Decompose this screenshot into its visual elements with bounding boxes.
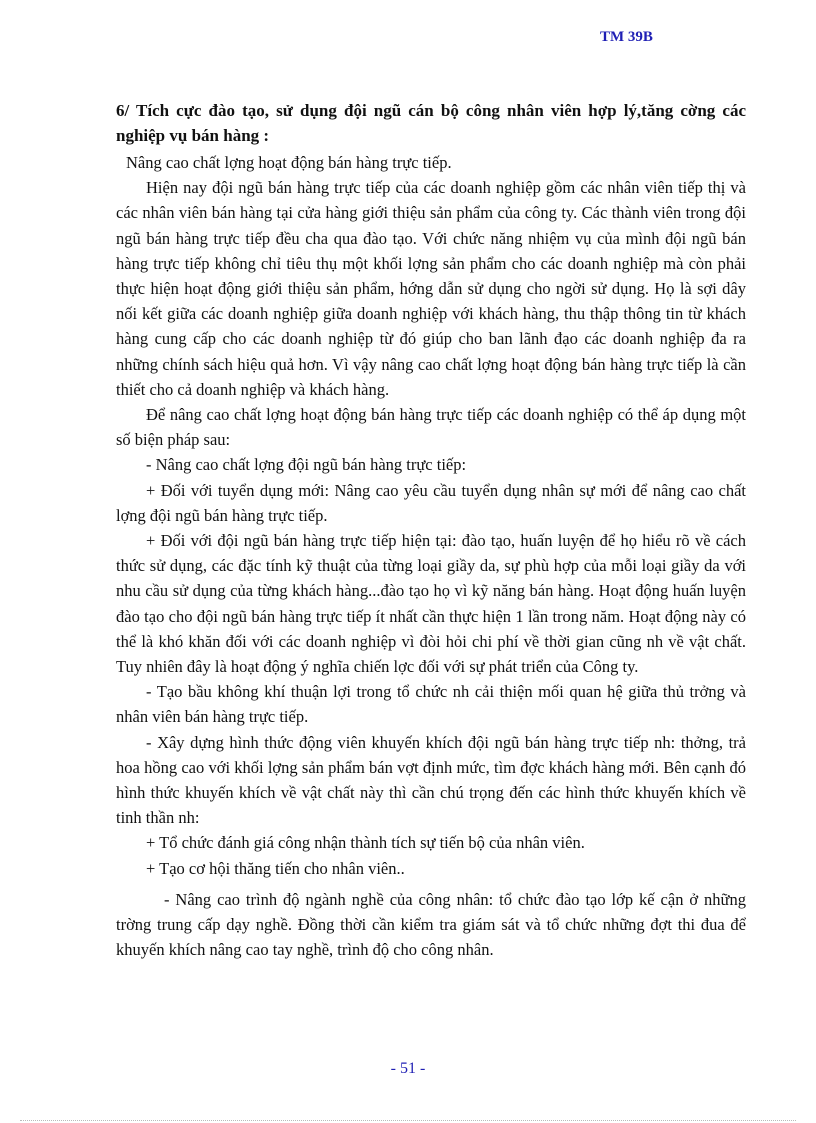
paragraph: Nâng cao chất lợng hoạt động bán hàng trực tiếp.: [126, 153, 452, 172]
paragraph: + Đối với tuyển dụng mới: Nâng cao yêu cầu tuyển dụng nhân sự mới để nâng cao chất lợng đội ngũ bán hàng trực tiếp.: [116, 480, 746, 525]
paragraph: + Tạo cơ hội thăng tiến cho nhân viên..: [146, 858, 405, 878]
footer-divider: [20, 1120, 796, 1121]
section-heading: 6/ Tích cực đào tạo, sử dụng đội ngũ cán bộ công nhân viên hợp lý,tăng cờng các nghiệp vụ bán hàng :: [116, 101, 746, 145]
paragraph: Hiện nay đội ngũ bán hàng trực tiếp của các doanh nghiệp gồm các nhân viên tiếp thị và các nhân viên bán hàng tại cửa hàng giới thiệu sản phẩm của công ty. Các thành viên trong đội ngũ bán hàng trực tiếp đều cha qua đào tạo. Với chức năng nhiệm vụ của mình đội ngũ bán hàng trực tiếp không chỉ tiêu thụ một khối lợng sản phẩm cho các doanh nghiệp mà còn phải thực hiện hoạt động giới thiệu sản phẩm, hớng dẫn sử dụng cho ngời sử dụng. Họ là sợi dây nối kết giữa các doanh nghiệp giữa doanh nghiệp với khách hàng, thu thập thông tin từ khách hàng cung cấp cho các doanh nghiệp từ đó giúp cho ban lãnh đạo các doanh nghiệp đa ra những chính sách hiệu quả hơn. Vì vậy nâng cao chất lợng hoạt động bán hàng trực tiếp là cần thiết cho cả doanh nghiệp và khách hàng.: [116, 178, 746, 399]
section-content: [116, 98, 746, 963]
document-code: TM 39B: [600, 29, 653, 45]
paragraph: - Xây dựng hình thức động viên khuyến khích đội ngũ bán hàng trực tiếp nh: thởng, trả hoa hồng cao với khối lợng sản phẩm bán vợt định mức, tìm đợc khách hàng mới. Bên cạnh đó hình thức khuyến khích về vật chất này thì cần chú trọng đến các hình thức khuyến khích về tinh thần nh:: [116, 732, 746, 828]
paragraph: - Tạo bầu không khí thuận lợi trong tổ chức nh cải thiện mối quan hệ giữa thủ trởng và nhân viên bán hàng trực tiếp.: [116, 682, 746, 727]
page-number: - 51 -: [390, 1060, 426, 1077]
paragraph: - Nâng cao trình độ ngành nghề của công nhân: tổ chức đào tạo lớp kế cận ở những trờng trung cấp dạy nghề. Đồng thời cần kiểm tra giám sát và tổ chức những đợt thi đua để khuyến khích nâng cao tay nghề, trình độ cho công nhân.: [116, 889, 746, 960]
paragraph: - Nâng cao chất lợng đội ngũ bán hàng trực tiếp:: [146, 455, 467, 475]
paragraph: Để nâng cao chất lợng hoạt động bán hàng trực tiếp các doanh nghiệp có thể áp dụng một số biện pháp sau:: [116, 405, 746, 450]
paragraph: + Đối với đội ngũ bán hàng trực tiếp hiện tại: đào tạo, huấn luyện để họ hiểu rõ về cách thức sử dụng, các đặc tính kỹ thuật của từng loại giầy da, sự phù hợp của mỗi loại giầy da với nhu cầu sử dụng của từng khách hàng...đào tạo họ vì kỹ năng bán hàng. Hoạt động huấn luyện đào tạo cho đội ngũ bán hàng trực tiếp ít nhất cần thực hiện 1 lần trong năm. Hoạt động này có thể là khó khăn đối với các doanh nghiệp vì đòi hỏi chi phí về thời gian cũng nh về vật chất. Tuy nhiên đây là hoạt động ý nghĩa chiến lợc đối với sự phát triển của Công ty.: [116, 531, 746, 677]
paragraph: + Tổ chức đánh giá công nhận thành tích sự tiến bộ của nhân viên.: [146, 833, 585, 853]
